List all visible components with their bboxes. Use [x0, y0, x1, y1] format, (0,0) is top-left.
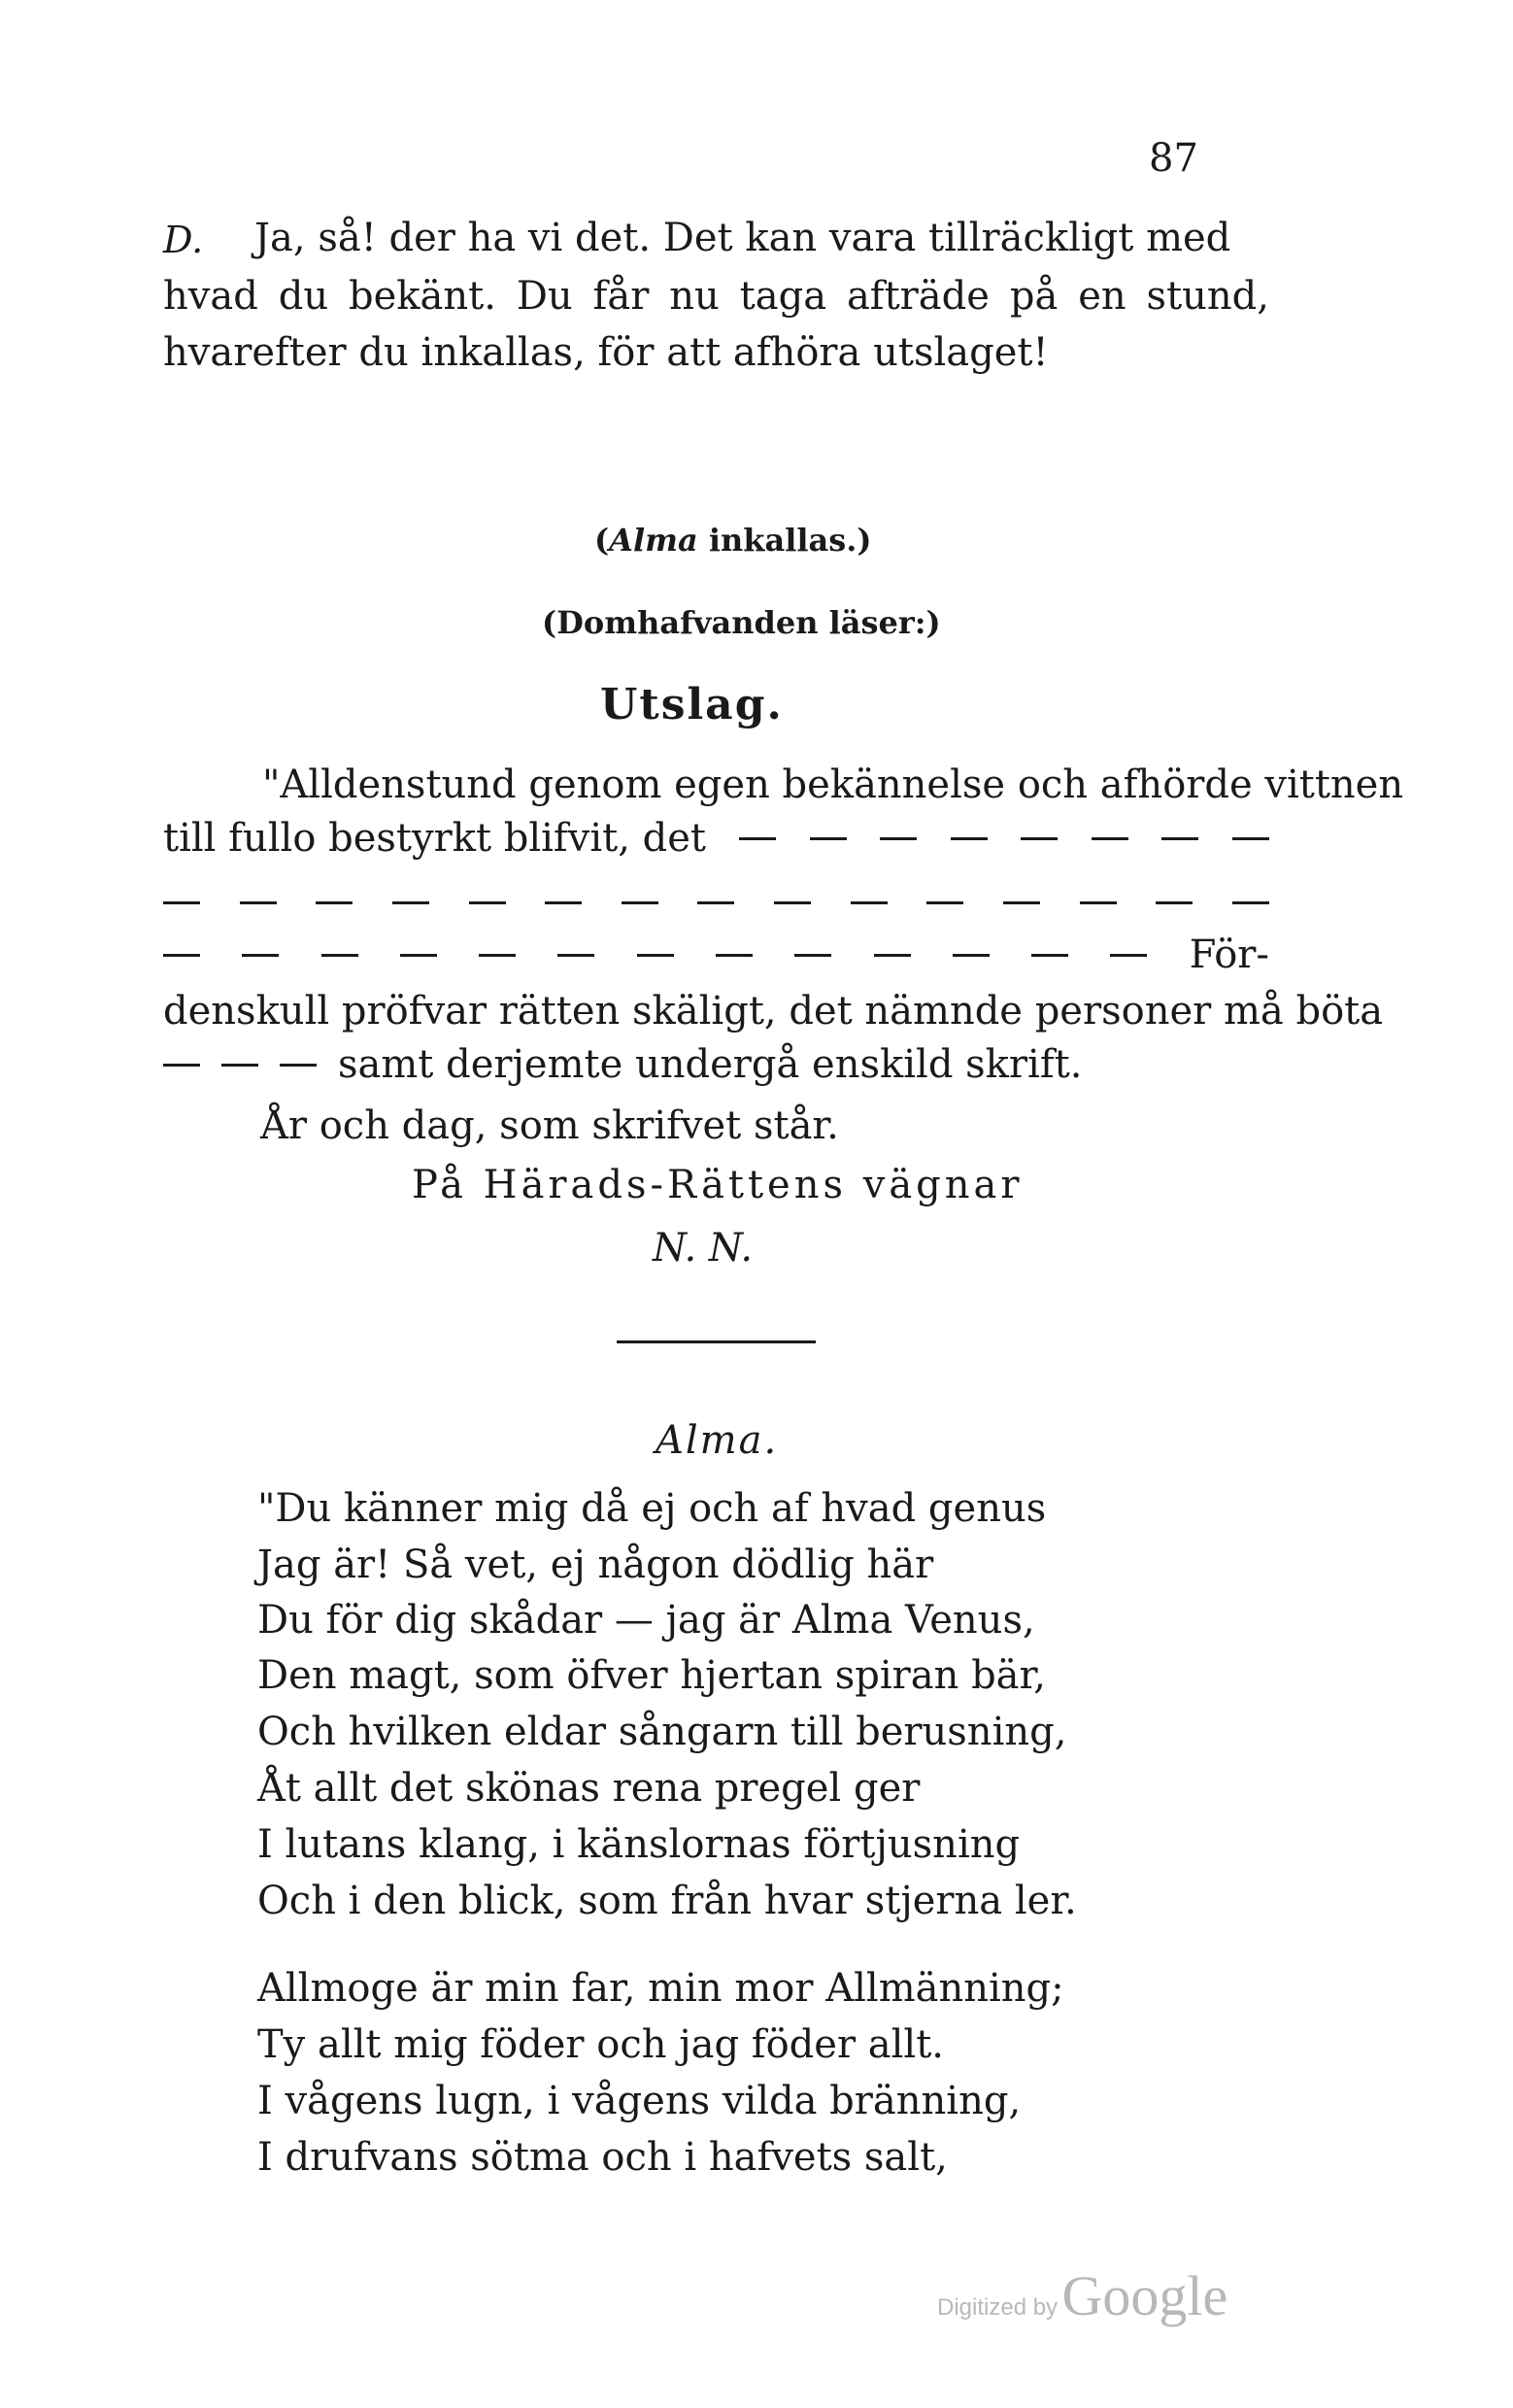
omission-dash — [851, 901, 888, 904]
omission-dash — [240, 901, 277, 904]
omission-dash — [716, 954, 753, 957]
poem-stanza-1-line-5: Och hvilken eldar sångarn till berusning, — [257, 1710, 1067, 1754]
poem-stanza-2-line-2: Ty allt mig föder och jag föder allt. — [257, 2022, 945, 2067]
omission-dash — [479, 954, 516, 957]
verdict-line-7: År och dag, som skrifvet står. — [260, 1103, 839, 1148]
omission-dash — [242, 954, 279, 957]
dialogue-line-3: hvarefter du inkallas, för att afhöra utslaget! — [163, 330, 1049, 375]
omission-dash — [280, 1064, 317, 1067]
omission-dash — [545, 901, 582, 904]
verdict-line-4-end: För- — [1189, 933, 1269, 977]
omission-dash — [1021, 837, 1058, 840]
omission-dash — [392, 901, 429, 904]
verdict-line-2 — [163, 816, 1269, 861]
omission-dash — [874, 954, 911, 957]
verdict-line-5: denskull pröfvar rätten skäligt, det nämnde personer må böta — [163, 989, 1384, 1034]
omission-dash — [774, 901, 811, 904]
poem-stanza-1-line-2: Jag är! Så vet, ej någon dödlig här — [257, 1543, 934, 1587]
poem-stanza-1-line-1: "Du känner mig då ej och af hvad genus — [257, 1486, 1047, 1531]
verdict-line-6 — [163, 1042, 1082, 1087]
section-divider — [617, 1340, 816, 1343]
omission-dash — [1232, 837, 1269, 840]
verdict-line-2-text: till fullo bestyrkt blifvit, det — [163, 816, 706, 861]
poem-stanza-2-line-3: I vågens lugn, i vågens vilda bränning, — [257, 2079, 1022, 2123]
omission-dash — [316, 901, 353, 904]
signature-line: På Härads-Rättens vägnar — [412, 1163, 1024, 1207]
omission-dash — [1031, 954, 1068, 957]
omission-dash — [163, 1064, 200, 1067]
omission-dash — [1156, 901, 1193, 904]
omission-dash — [221, 1064, 258, 1067]
poem-stanza-1-line-6: Åt allt det skönas rena pregel ger — [257, 1766, 921, 1811]
google-logo: Google — [1061, 2264, 1228, 2327]
omission-dash — [739, 837, 776, 840]
omission-dash — [1232, 901, 1269, 904]
digitized-watermark — [937, 2263, 1227, 2328]
omission-dash — [953, 954, 990, 957]
stage-direction-alma: (Alma inkallas.) — [594, 522, 872, 559]
omission-dash — [1092, 837, 1128, 840]
poem-stanza-2-line-1: Allmoge är min far, min mor Allmänning; — [257, 1966, 1064, 2011]
omission-dash — [637, 954, 674, 957]
verdict-line-1: "Alldenstund genom egen bekännelse och afhörde vittnen — [262, 763, 1404, 807]
omission-dash — [1110, 954, 1147, 957]
poem-stanza-1-line-7: I lutans klang, i känslornas förtjusning — [257, 1822, 1021, 1867]
page-number: 87 — [1149, 136, 1198, 181]
stage-direction-reader: (Domhafvanden läser:) — [542, 604, 941, 641]
stage-direction-name: Alma — [609, 522, 698, 559]
omission-dash — [163, 901, 200, 904]
dialogue-line-2: hvad du bekänt. Du får nu taga afträde på en stund, — [163, 274, 1269, 319]
omission-dash — [951, 837, 988, 840]
omission-dash — [163, 954, 200, 957]
verdict-line-6-text: samt derjemte undergå enskild skrift. — [338, 1042, 1083, 1087]
omission-dash — [1003, 901, 1040, 904]
omission-dash — [469, 901, 506, 904]
section-title: Utslag. — [600, 680, 784, 729]
signature-initials: N. N. — [653, 1226, 754, 1271]
omission-dash — [557, 954, 594, 957]
verdict-line-3-dashes — [163, 879, 1269, 926]
speaker-label-d: D. — [163, 219, 204, 261]
omission-dash — [1161, 837, 1198, 840]
stage-direction-rest: inkallas.) — [708, 522, 872, 559]
omission-dash — [697, 901, 734, 904]
omission-dash — [622, 901, 658, 904]
watermark-prefix: Digitized by — [937, 2294, 1059, 2321]
omission-dash — [810, 837, 847, 840]
omission-dash — [926, 901, 963, 904]
speaker-label-alma: Alma. — [656, 1418, 779, 1463]
dialogue-line-1: Ja, så! der ha vi det. Det kan vara tillräckligt med — [254, 216, 1231, 260]
poem-stanza-1-line-3: Du för dig skådar — jag är Alma Venus, — [257, 1598, 1035, 1643]
poem-stanza-1-line-4: Den magt, som öfver hjertan spiran bär, — [257, 1653, 1046, 1698]
omission-dash — [321, 954, 358, 957]
poem-stanza-2-line-4: I drufvans sötma och i hafvets salt, — [257, 2135, 948, 2180]
omission-dash — [794, 954, 831, 957]
omission-dash — [400, 954, 437, 957]
omission-dash — [880, 837, 917, 840]
poem-stanza-1-line-8: Och i den blick, som från hvar stjerna ler. — [257, 1879, 1077, 1923]
verdict-line-4 — [163, 933, 1269, 977]
omission-dash — [1080, 901, 1117, 904]
